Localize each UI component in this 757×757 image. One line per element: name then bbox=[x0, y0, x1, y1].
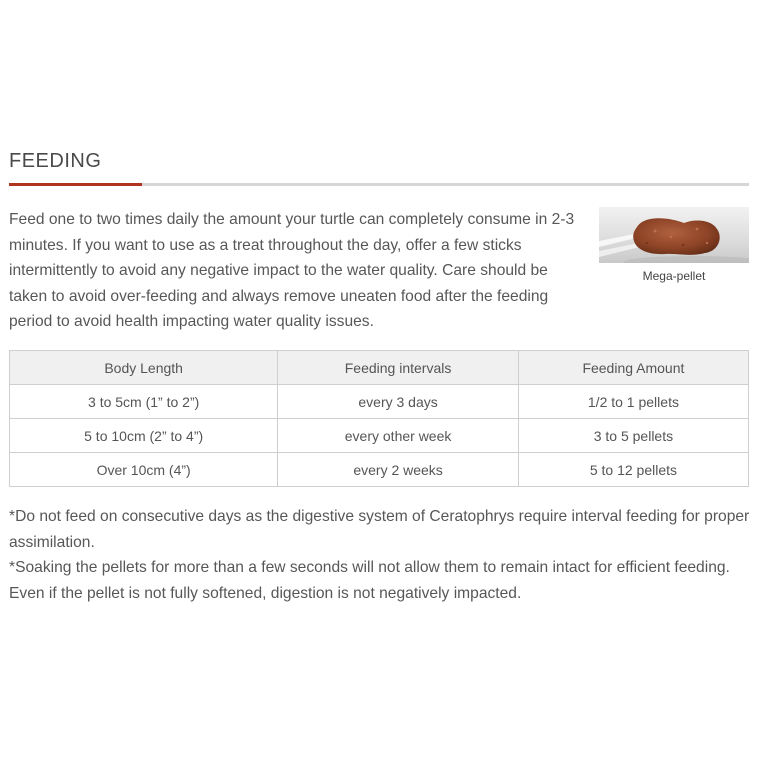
cell-feeding-amount: 1/2 to 1 pellets bbox=[518, 385, 748, 419]
note-soaking-pellets: *Soaking the pellets for more than a few seconds will not allow them to remain intact for efficient feeding. Even if the pellet is not fully softened, digestion is not negatively impacted. bbox=[9, 559, 730, 602]
pellet-figure bbox=[599, 207, 749, 284]
note-consecutive-days: *Do not feed on consecutive days as the digestive system of Ceratophrys require interval feeding for proper assimilation. bbox=[9, 508, 750, 551]
cell-feeding-amount: 5 to 12 pellets bbox=[518, 453, 748, 487]
mega-pellet-image bbox=[599, 207, 749, 263]
intro-text: Feed one to two times daily the amount your turtle can completely consume in 2-3 minutes. If you want to use as a treat throughout the day, offer a few sticks intermittently to avoid any negative impact to the water quality. Care should be taken to avoid over-feeding and always remove uneaten food after the feeding period to avoid health impacting water quality issues. bbox=[9, 211, 575, 331]
feeding-notes bbox=[9, 504, 754, 606]
cell-feeding-amount: 3 to 5 pellets bbox=[518, 419, 748, 453]
header-feeding-amount: Feeding Amount bbox=[518, 351, 748, 385]
section-divider-accent bbox=[9, 183, 142, 186]
table-header-row bbox=[10, 351, 749, 385]
cell-body-length: 5 to 10cm (2” to 4”) bbox=[10, 419, 278, 453]
cell-feeding-interval: every 2 weeks bbox=[278, 453, 519, 487]
header-body-length: Body Length bbox=[10, 351, 278, 385]
header-feeding-intervals: Feeding intervals bbox=[278, 351, 519, 385]
table-row bbox=[10, 385, 749, 419]
intro-block bbox=[9, 207, 749, 335]
feeding-table bbox=[9, 350, 749, 487]
figure-caption: Mega-pellet bbox=[642, 269, 706, 283]
cell-feeding-interval: every other week bbox=[278, 419, 519, 453]
cell-feeding-interval: every 3 days bbox=[278, 385, 519, 419]
cell-body-length: 3 to 5cm (1” to 2”) bbox=[10, 385, 278, 419]
table-row bbox=[10, 453, 749, 487]
table-row bbox=[10, 419, 749, 453]
section-title: FEEDING bbox=[9, 150, 102, 172]
cell-body-length: Over 10cm (4”) bbox=[10, 453, 278, 487]
